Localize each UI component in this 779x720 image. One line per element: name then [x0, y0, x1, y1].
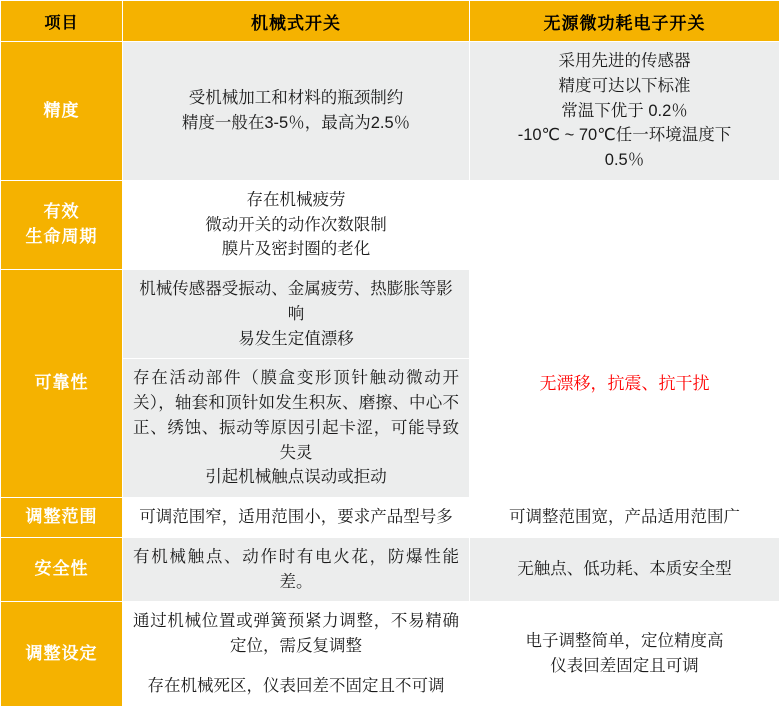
cell-electronic-adjust-setting: 电子调整简单，定位精度高 仪表回差固定且可调	[470, 602, 779, 706]
table-row	[1, 42, 779, 181]
table-row	[1, 270, 779, 359]
header-cell-mechanical: 机械式开关	[123, 1, 470, 42]
row-label-safety: 安全性	[1, 537, 123, 602]
cell-mechanical-adjust-range: 可调范围窄，适用范围小，要求产品型号多	[123, 498, 470, 538]
row-label-accuracy: 精度	[1, 42, 123, 181]
cell-mechanical-safety: 有机械触点、动作时有电火花，防爆性能差。	[123, 537, 470, 602]
cell-electronic-adjust-range: 可调整范围宽，产品适用范围广	[470, 498, 779, 538]
cell-mechanical-reliability-a: 机械传感器受振动、金属疲劳、热膨胀等影响 易发生定值漂移	[123, 270, 470, 359]
table-row	[1, 602, 779, 667]
row-label-adjust-range: 调整范围	[1, 498, 123, 538]
header-cell-item: 项目	[1, 1, 123, 42]
row-label-reliability: 可靠性	[1, 270, 123, 498]
cell-mechanical-adjust-setting-b: 存在机械死区，仪表回差不固定且不可调	[123, 666, 470, 706]
cell-electronic-accuracy: 采用先进的传感器 精度可达以下标准 常温下优于 0.2％ -10℃ ~ 70℃任一环境温度下 0.5％	[470, 42, 779, 181]
cell-mechanical-lifecycle: 存在机械疲劳 微动开关的动作次数限制 膜片及密封圈的老化	[123, 180, 470, 269]
cell-electronic-lifecycle	[470, 180, 779, 269]
cell-mechanical-adjust-setting-a: 通过机械位置或弹簧预紧力调整，不易精确定位，需反复调整	[123, 602, 470, 667]
table-row	[1, 180, 779, 269]
cell-electronic-safety: 无触点、低功耗、本质安全型	[470, 537, 779, 602]
cell-mechanical-reliability-b: 存在活动部件（膜盒变形顶针触动微动开关），轴套和顶针如发生积灰、磨擦、中心不正、绣蚀、振动等原因引起卡涩，可能导致失灵 引起机械触点误动或拒动	[123, 359, 470, 498]
cell-mechanical-accuracy: 受机械加工和材料的瓶颈制约 精度一般在3-5％，最高为2.5％	[123, 42, 470, 181]
table-row	[1, 537, 779, 602]
row-label-adjust-setting: 调整设定	[1, 602, 123, 706]
header-cell-electronic: 无源微功耗电子开关	[470, 1, 779, 42]
table-row	[1, 498, 779, 538]
table-header-row	[1, 1, 779, 42]
cell-electronic-reliability: 无漂移，抗震、抗干扰	[470, 270, 779, 498]
row-label-lifecycle: 有效 生命周期	[1, 180, 123, 269]
